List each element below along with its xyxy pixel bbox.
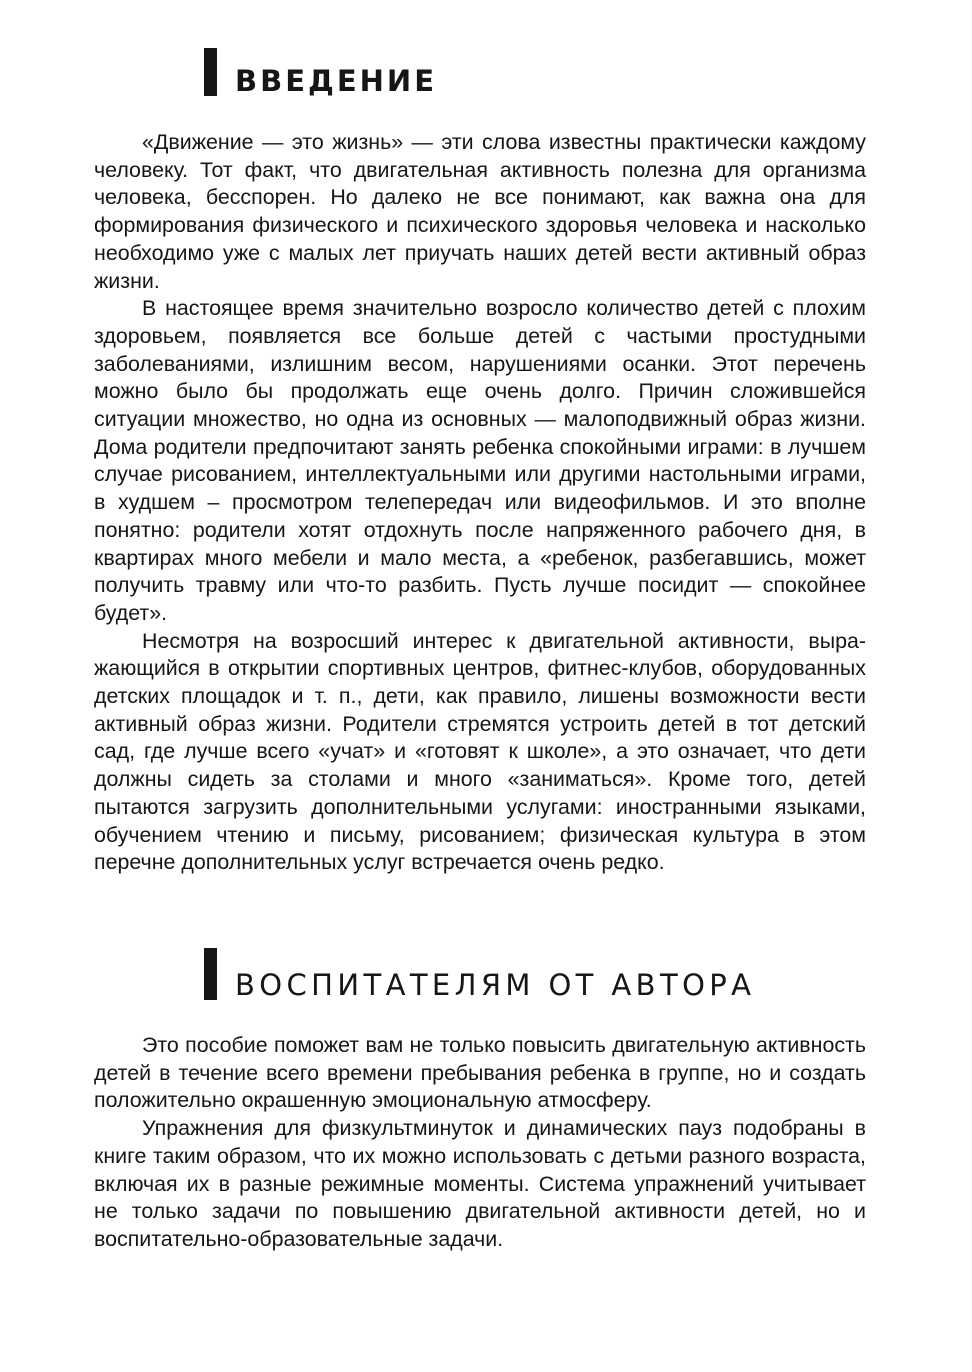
paragraph: В настоящее время значительно возросло количество детей с плохим здоровьем, появляется все больше детей с частыми простудными заболеваниями, излишним весом, нарушениями осанки. Этот перечень можно было бы продолжать еще очень долго. Причин сложившейся ситуации множество, но одна из основных — малоподвижный образ жизни. Дома родители предпочитают занять ребенка спокойными играми: в лучшем случае рисованием, интеллектуальными или другими настольными играми, в худшем – просмотром телепередач или видеофильмов. И это вполне понятно: родители хотят отдохнуть после напряженного рабочего дня, в квартирах много мебели и мало места, а «ребенок, разбегавшись, может получить травму или что-то разбить. Пусть лучше посидит — спокойнее будет». (94, 296, 866, 625)
heading-introduction (204, 48, 437, 96)
heading-bar-marker (204, 48, 217, 96)
paragraph: Это пособие поможет вам не только повысить двигательную активность детей в течение всего времени пребывания ребенка в группе, но и создать положительно окрашенную эмоциональную атмосферу. (94, 1033, 866, 1113)
paragraph: Несмотря на возросший интерес к двигательной активности, выражающийся в открытии спортивных центров, фитнес-клубов, оборудованных детских площадок и т. п., дети, как правило, лишены возможности вести активный образ жизни. Родители стремятся устроить детей в тот детский сад, где лучше всего «учат» и «готовят к школе», а это означает, что дети должны сидеть за столами и много «заниматься». Кроме того, детей пытаются загрузить дополнительными услугами: иностранными языками, обучением чтению и письму, рисованием; физическая культура в этом перечне дополнительных услуг встречается очень редко. (94, 628, 866, 875)
paragraph: «Движение — это жизнь» — эти слова известны практически каждому человеку. Тот факт, что двигательная активность полезна для организма человека, бесспорен. Но далеко не все понимают, как важна она для формирования физического и психического здоровья человека и насколько необходимо уже с малых лет приучать наших детей вести активный образ жизни. (94, 130, 866, 293)
authors-note-section (94, 1032, 866, 1254)
heading-bar-marker (204, 948, 217, 1000)
heading-title: ВВЕДЕНИЕ (235, 64, 438, 98)
heading-title: ВОСПИТАТЕЛЯМ ОТ АВТОРА (235, 968, 756, 1002)
heading-authors-note (204, 948, 755, 1000)
paragraph: Упражнения для физкультминуток и динамических пауз подобраны в книге таким образом, что их можно использовать с детьми разного возраста, включая их в разные режимные моменты. Система упражнений учитывает не только задачи по повышению двигательной активности детей, но и воспитательно-образовательные задачи. (94, 1116, 866, 1251)
introduction-section (94, 129, 866, 877)
